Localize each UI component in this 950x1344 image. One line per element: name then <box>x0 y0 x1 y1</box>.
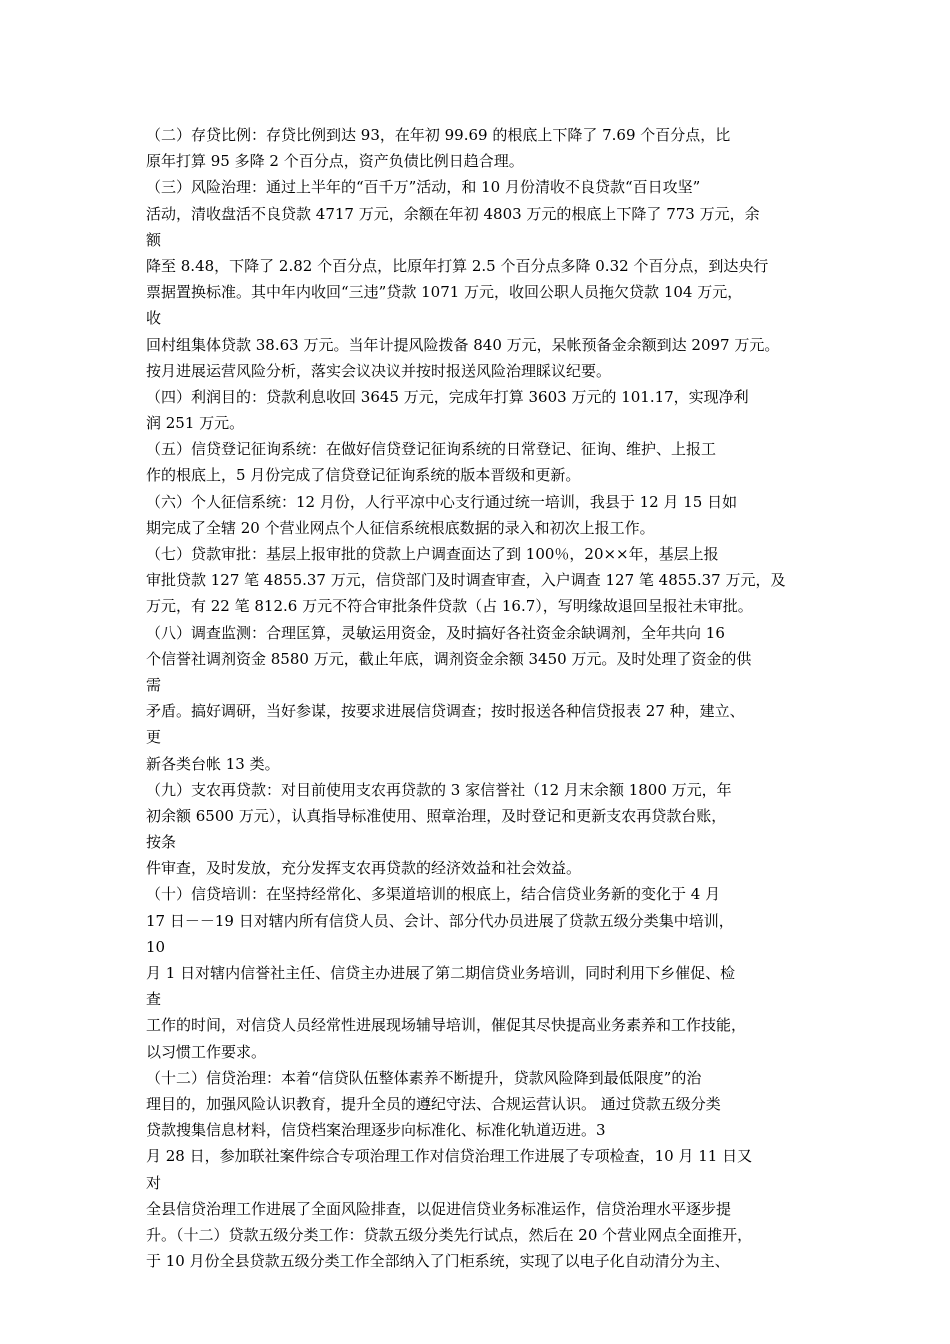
document-line: 查 <box>146 990 162 1009</box>
document-line: 期完成了全辖 20 个营业网点个人征信系统根底数据的录入和初次上报工作。 <box>146 518 655 537</box>
document-line: 回村组集体贷款 38.63 万元。当年计提风险拨备 840 万元，呆帐预备金余额到达 2097 万元。 <box>146 335 780 354</box>
document-line: 万元，有 22 笔 812.6 万元不符合审批条件贷款（占 16.7），写明缘故退回呈报社未审批。 <box>146 597 753 616</box>
document-line: 原年打算 95 多降 2 个百分点，资产负债比例日趋合理。 <box>146 152 524 171</box>
document-line: （二）存贷比例：存贷比例到达 93，在年初 99.69 的根底上下降了 7.69 个百分点，比 <box>146 126 731 144</box>
document-line: 理目的，加强风险认识教育，提升全员的遵纪守法、合规运营认识。 通过贷款五级分类 <box>146 1094 721 1113</box>
document-line: 新各类台帐 13 类。 <box>146 754 280 773</box>
document-line: 件审查，及时发放，充分发挥支农再贷款的经济效益和社会效益。 <box>146 859 582 878</box>
document-line: 个信誉社调剂资金 8580 万元，截止年底，调剂资金余额 3450 万元。及时处理了资金的供 <box>146 649 752 668</box>
document-line: 收 <box>146 309 162 328</box>
document-line: 贷款搜集信息材料，信贷档案治理逐步向标准化、标准化轨道迈进。3 <box>146 1121 606 1140</box>
document-line: 升。（十二）贷款五级分类工作：贷款五级分类先行试点，然后在 20 个营业网点全面推开， <box>146 1225 753 1244</box>
document-line: 按条 <box>146 833 177 852</box>
document-line: （十）信贷培训：在坚持经常化、多渠道培训的根底上，结合信贷业务新的变化于 4 月 <box>146 885 721 904</box>
document-line: 需 <box>146 675 162 694</box>
document-line: （七）贷款审批：基层上报审批的贷款上户调查面达了到 100％，20××年，基层上报 <box>146 545 719 563</box>
document-line: （三）风险治理：通过上半年的“百千万”活动，和 10 月份清收不良贷款“百日攻坚” <box>146 178 701 197</box>
document-line: 作的根底上，5 月份完成了信贷登记征询系统的版本晋级和更新。 <box>146 466 581 485</box>
document-line: 月 1 日对辖内信誉社主任、信贷主办进展了第二期信贷业务培训，同时利用下乡催促、检 <box>146 964 736 982</box>
document-line: 按月进展运营风险分析，落实会议决议并按时报送风险治理睬议纪要。 <box>146 361 612 380</box>
document-line: 更 <box>146 728 162 747</box>
document-line: 于 10 月份全县贷款五级分类工作全部纳入了门柜系统，实现了以电子化自动清分为主、 <box>146 1252 730 1271</box>
document-line: （六）个人征信系统：12 月份，人行平凉中心支行通过统一培训，我县于 12 月 15 日如 <box>146 492 738 511</box>
document-line: 票据置换标准。其中年内收回“三违”贷款 1071 万元，收回公职人员拖欠贷款 104 万元， <box>146 283 743 302</box>
document-line: 工作的时间，对信贷人员经常性进展现场辅导培训，催促其尽快提高业务素养和工作技能， <box>146 1016 747 1035</box>
document-line: 初余额 6500 万元），认真指导标准使用、照章治理，及时登记和更新支农再贷款台账， <box>146 806 727 825</box>
document-line: 对 <box>146 1173 162 1192</box>
document-line: 润 251 万元。 <box>146 414 245 433</box>
document-line: 17 日－－19 日对辖内所有信贷人员、会计、部分代办员进展了贷款五级分类集中培训， <box>146 911 734 930</box>
document-line: 降至 8.48，下降了 2.82 个百分点，比原年打算 2.5 个百分点多降 0.32 个百分点，到达央行 <box>146 256 769 275</box>
document-line: 矛盾。搞好调研，当好参谋，按要求进展信贷调查；按时报送各种信贷报表 27 种，建立、 <box>146 702 745 721</box>
document-line: （十二）信贷治理：本着“信贷队伍整体素养不断提升，贷款风险降到最低限度”的治 <box>146 1068 702 1087</box>
document-line: 以习惯工作要求。 <box>146 1042 267 1061</box>
document-line: 10 <box>146 937 166 956</box>
document-body <box>146 122 836 1274</box>
document-line: 全县信贷治理工作进展了全面风险排查，以促进信贷业务标准运作，信贷治理水平逐步提 <box>146 1199 732 1218</box>
document-line: 审批贷款 127 笔 4855.37 万元，信贷部门及时调查审查，入户调查 127 笔 4855.37 万元，及 <box>146 571 786 590</box>
document-line: （九）支农再贷款：对目前使用支农再贷款的 3 家信誉社（12 月末余额 1800 万元，年 <box>146 780 732 799</box>
document-line: 额 <box>146 230 162 249</box>
document-line: 月 28 日，参加联社案件综合专项治理工作对信贷治理工作进展了专项检查，10 月 11 日又 <box>146 1147 753 1166</box>
document-line: （五）信贷登记征询系统：在做好信贷登记征询系统的日常登记、征询、维护、上报工 <box>146 440 717 459</box>
document-line: （四）利润目的：贷款利息收回 3645 万元，完成年打算 3603 万元的 101.17，实现净利 <box>146 387 749 406</box>
document-line: 活动，清收盘活不良贷款 4717 万元，余额在年初 4803 万元的根底上下降了 773 万元，余 <box>146 204 760 223</box>
document-line: （八）调查监测：合理匡算，灵敏运用资金，及时搞好各社资金余缺调剂，全年共向 16 <box>146 623 725 642</box>
